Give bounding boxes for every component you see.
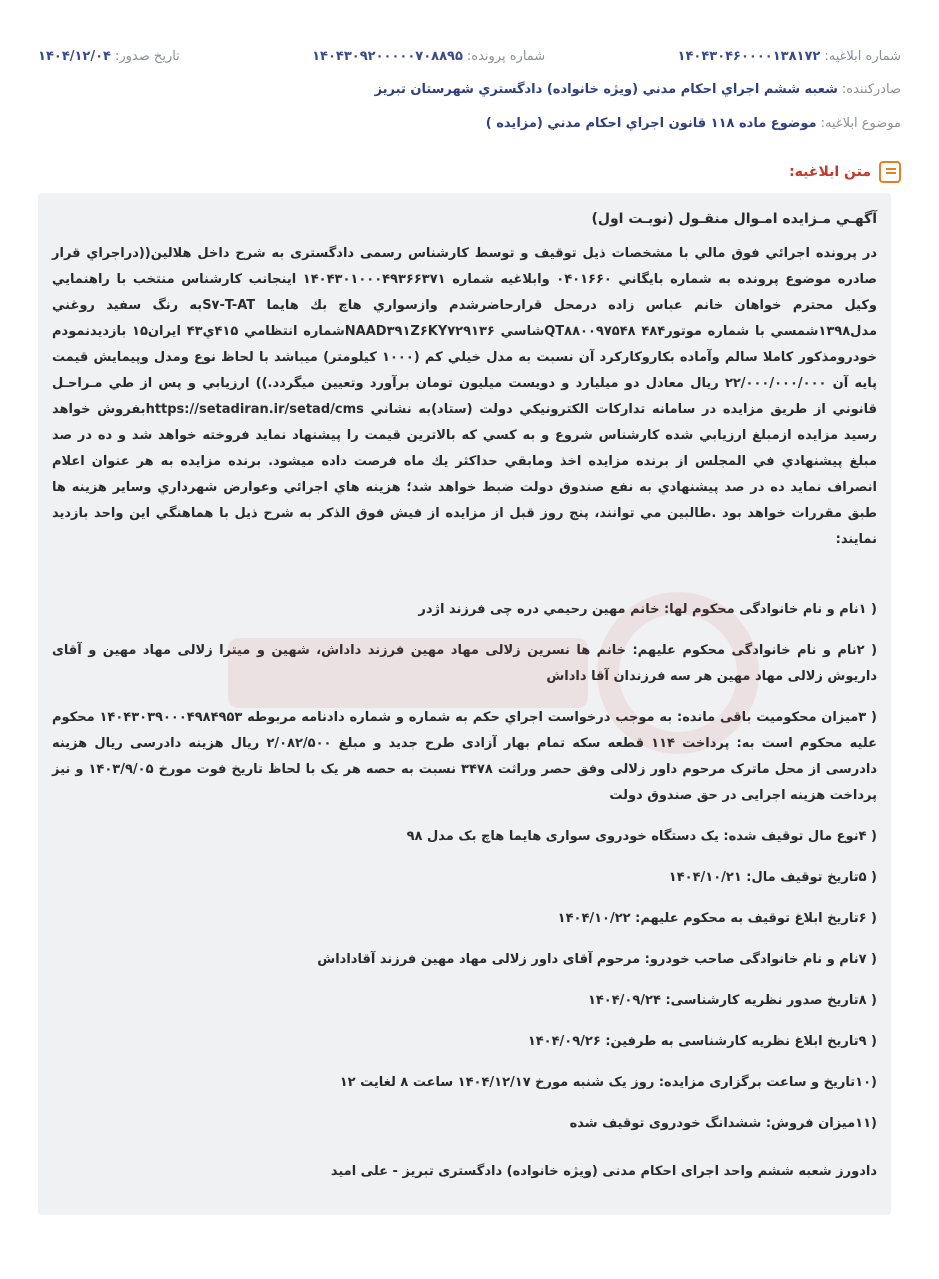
ad-heading: آگهـي مـزايده امـوال منقـول (نوبـت اول) xyxy=(591,211,877,227)
notice-text-title: متن ابلاغيه: xyxy=(789,164,871,180)
issue-date xyxy=(38,49,180,64)
list-item: ( ۳ميزان محکوميت باقی مانده: به موجب درخواست اجراي حکم به شماره و شماره دادنامه مربوطه ۱۴۰۴۳۰۳۹۰۰۰۴۹۸۴۹۵۳ محکوم عليه محکوم است به: پرداخت ۱۱۴ قطعه سکه تمام بهار آزادی طرح جديد و مبلغ ۲/۰۸۲/۵۰۰ ريال هزينه دادرسی ريال هزينه دادرسی از محل ماترک مرحوم داور زلالی وفق حصر وراثت ۳۴۷۸ نسبت به حصه هر يک با لحاظ تاريخ فوت مورخ ۱۴۰۳/۹/۰۵ و نيز پرداخت هزينه اجرايی در حق صندوق دولت xyxy=(52,710,878,803)
list-item: ( ۸تاريخ صدور نظريه کارشناسی: ۱۴۰۴/۰۹/۲۴ xyxy=(587,993,877,1008)
list-item: (۱۰تاريخ و ساعت برگزاری مزايده: روز يک شنبه مورخ ۱۴۰۴/۱۲/۱۷ ساعت ۸ لغايت ۱۲ xyxy=(339,1075,877,1090)
subject-value: موضوع ماده ۱۱۸ قانون اجراي احکام مدني (مزايده ) xyxy=(485,115,817,131)
list-item: (۱۱ميزان فروش: ششدانگ خودروی توقيف شده xyxy=(569,1116,877,1131)
subject-label: موضوع ابلاغيه: xyxy=(820,115,901,131)
issue-date-value: ۱۴۰۴/۱۲/۰۴ xyxy=(38,48,111,64)
issuer-label: صادرکننده: xyxy=(841,81,901,97)
ad-body-paragraph: در پرونده اجرائي فوق مالي با مشخصات ذيل توقيف و توسط کارشناس رسمی دادگستری به شرح داخل هلالين((دراجراي قرار صادره موضوع پرونده به شماره بايگاني ۰۴۰۱۶۶۰ وابلاغيه شماره ۱۴۰۴۳۰۱۰۰۰۴۹۳۶۶۳۷۱ اينجانب کارشناس منتخب با راهنمايي وکيل محترم خواهان خانم عباس زاده درمحل قرارحاضرشدم وازسواري هاچ بك هايما S۷-T-ATبه رنگ سفيد روغني مدل۱۳۹۸شمسي با شماره موتور۴۸۴ QT۸۸۰۰۹۷۵۴۸شاسي NAAD۳۹۱Z۶KY۷۲۹۱۳۶شماره انتظامي ۴۱۵ي۴۳ ايران۱۵ بازديدنمودم خودرومذکور کاملا سالم وآماده بکاروکارکرد آن نسبت به مدل خيلي کم (۱۰۰۰ کيلومتر) ميباشد با لحاظ نوع ومدل وپيمايش قيمت پايه آن ۲۲/۰۰۰/۰۰۰/۰۰۰ ريال معادل دو ميليارد و دويست ميليون تومان برآورد وتعيين ميگردد.)) ارزيابي و پس از طي مـراحـل قانوني از طريق مزايده در سامانه تدارکات الکترونيکي دولت (ستاد)به نشاني https://setadiran.ir/setad/cmsبفروش خواهد رسيد مزايده ازمبلغ ارزيابي شده کارشناس شروع و به کسي که بالاترين قيمت را پيشنهاد نمايد فروخته خواهد شد و ده در صد مبلغ پيشنهادي في المجلس از برنده مزايده اخذ ومابقي حداکثر يك ماه فرصت داده ميشود. برنده مزايده به هر عنوان اعلام انصراف نمايد ده در صد پيشنهادي به نفع صندوق دولت ضبط خواهد شد؛ هزينه هاي اجرائي وعوارض شهرداري وساير هزينه ها طبق مقررات خواهد بود .طالبين مي توانند، پنج روز قبل از مزايده از فيش فوق الذکر به شرح ذيل با هماهنگي اين واحد بازديد نمايند: xyxy=(52,246,878,547)
issuer-value: شعبه ششم اجراي احکام مدني (ويژه خانواده) دادگستري شهرستان تبريز xyxy=(374,81,838,97)
notice-text-heading xyxy=(789,158,901,186)
issuer-row xyxy=(38,77,901,101)
document-edit-icon xyxy=(879,161,901,183)
case-number-value: ۱۴۰۴۳۰۹۲۰۰۰۰۰۷۰۸۸۹۵ xyxy=(312,48,463,64)
list-item: ( ۵تاريخ توقيف مال: ۱۴۰۴/۱۰/۲۱ xyxy=(668,870,877,885)
case-number xyxy=(312,49,545,64)
case-number-label: شماره پرونده: xyxy=(466,48,546,64)
notice-number-value: ۱۴۰۴۳۰۴۶۰۰۰۰۱۳۸۱۷۲ xyxy=(677,48,821,64)
header-meta-row xyxy=(38,44,901,68)
notice-body xyxy=(38,193,891,1215)
list-item: ( ۴نوع مال توقيف شده: يک دستگاه خودروی سواری هايما هاچ بک مدل ۹۸ xyxy=(406,829,877,844)
signature-line: دادورز شعبه ششم واحد اجرای احکام مدنی (ويژه خانواده) دادگستری تبريز - علی اميد xyxy=(330,1164,877,1179)
list-item: ( ۱نام و نام خانوادگی محکوم لها: خانم مهين رحيمي دره چی فرزند اژدر xyxy=(418,602,877,617)
notice-number-label: شماره ابلاغيه: xyxy=(824,48,901,64)
notice-number xyxy=(678,49,901,64)
subject-row xyxy=(38,111,901,135)
issue-date-label: تاريخ صدور: xyxy=(115,48,180,64)
list-item: ( ۲نام و نام خانوادگی محکوم عليهم: خانم ها نسرين زلالی مهاد مهين فرزند داداش، شهين و ميترا زلالی مهاد مهين و آقای داريوش زلالی مهاد مهين هر سه فرزندان آقا داداش xyxy=(52,643,878,684)
list-item: ( ۶تاريخ ابلاغ توقيف به محکوم عليهم: ۱۴۰۴/۱۰/۲۲ xyxy=(557,911,877,926)
list-item: ( ۷نام و نام خانوادگی صاحب خودرو: مرحوم آقای داور زلالی مهاد مهين فرزند آقاداداش xyxy=(317,952,877,967)
list-item: ( ۹تاريخ ابلاغ نظريه کارشناسی به طرفين: ۱۴۰۴/۰۹/۲۶ xyxy=(527,1034,877,1049)
